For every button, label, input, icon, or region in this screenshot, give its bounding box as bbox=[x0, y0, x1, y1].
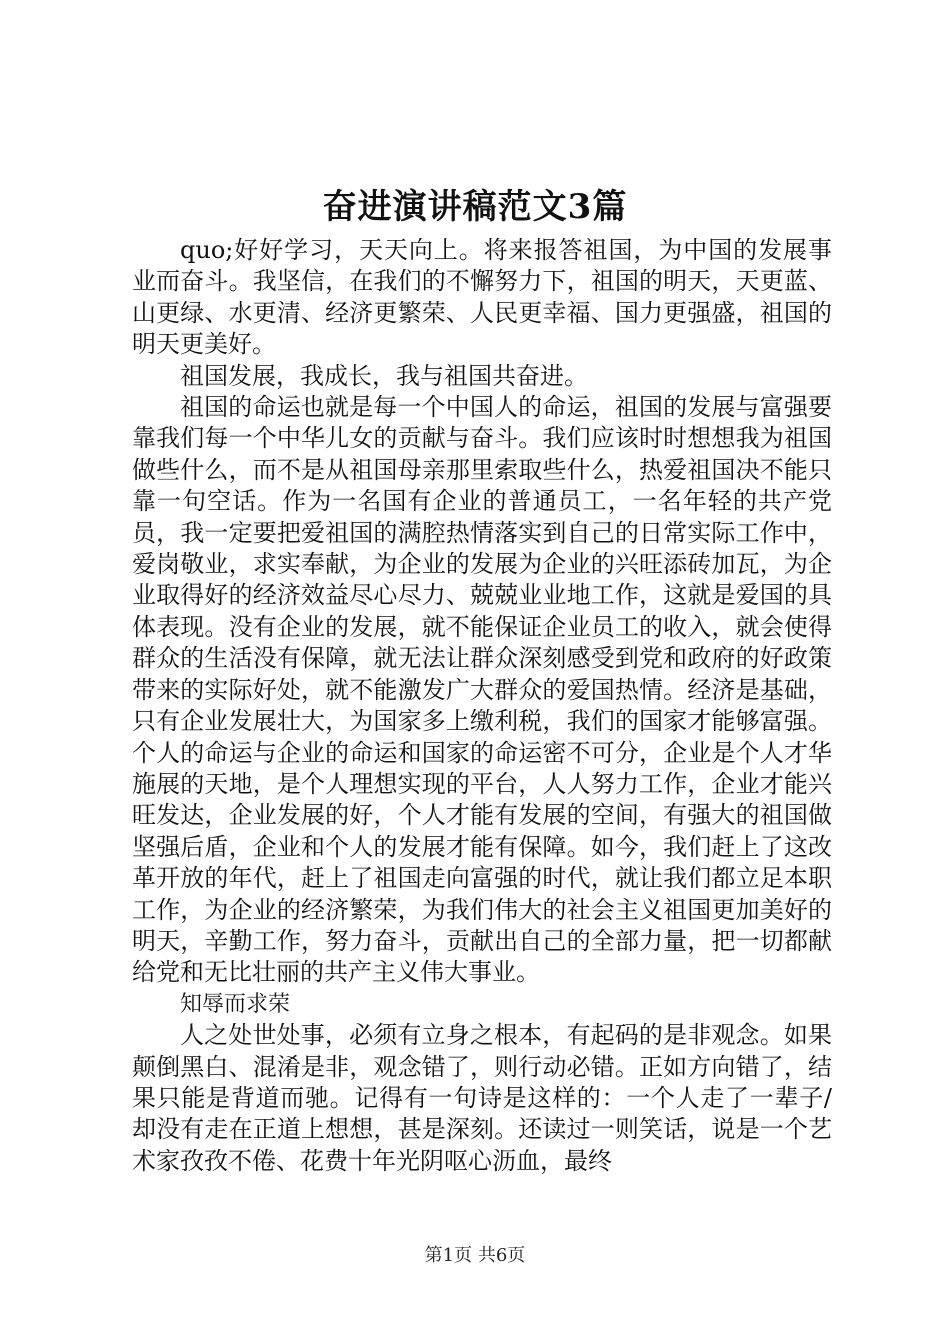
paragraph-4: 人之处世处事，必须有立身之根本，有起码的是非观念。如果颠倒黑白、混淆是非，观念错了，则行动必错。正如方向错了，结果只能是背道而驰。记得有一句诗是这样的：一个人走了一辈子/却没有走在正道上想想，甚是深刻。还读过一则笑话，说是一个艺术家孜孜不倦、花费十年光阴呕心沥血，最终 bbox=[132, 1021, 832, 1175]
document-body bbox=[132, 235, 832, 1177]
page-footer: 第1页 共6页 bbox=[424, 1245, 526, 1266]
section-heading: 知辱而求荣 bbox=[180, 991, 291, 1017]
paragraph-1: quo;好好学习，天天向上。将来报答祖国，为中国的发展事业而奋斗。我坚信，在我们的不懈努力下，祖国的明天，天更蓝、山更绿、水更清、经济更繁荣、人民更幸福、国力更强盛，祖国的明天更美好。 bbox=[132, 236, 832, 359]
paragraph-3: 祖国的命运也就是每一个中国人的命运，祖国的发展与富强要靠我们每一个中华儿女的贡献与奋斗。我们应该时时想想我为祖国做些什么，而不是从祖国母亲那里索取些什么，热爱祖国决不能只靠一句空话。作为一名国有企业的普通员工，一名年轻的共产党员，我一定要把爱祖国的满腔热情落实到自己的日常实际工作中，爱岗敬业，求实奉献，为企业的发展为企业的兴旺添砖加瓦，为企业取得好的经济效益尽心尽力、兢兢业业地工作，这就是爱国的具体表现。没有企业的发展，就不能保证企业员工的收入，就会使得群众的生活没有保障，就无法让群众深刻感受到党和政府的好政策带来的实际好处，就不能激发广大群众的爱国热情。经济是基础，只有企业发展壮大，为国家多上缴利税，我们的国家才能够富强。个人的命运与企业的命运和国家的命运密不可分，企业是个人才华施展的天地，是个人理想实现的平台，人人努力工作，企业才能兴旺发达，企业发展的好，个人才能有发展的空间，有强大的祖国做坚强后盾，企业和个人的发展才能有保障。如今，我们赶上了这改革开放的年代，赶上了祖国走向富强的时代，就让我们都立足本职工作，为企业的经济繁荣，为我们伟大的社会主义祖国更加美好的明天，辛勤工作，努力奋斗，贡献出自己的全部力量，把一切都献给党和无比壮丽的共产主义伟大事业。 bbox=[132, 393, 832, 987]
paragraph-2: 祖国发展，我成长，我与祖国共奋进。 bbox=[180, 361, 588, 390]
document-title: 奋进演讲稿范文3篇 bbox=[322, 187, 628, 227]
